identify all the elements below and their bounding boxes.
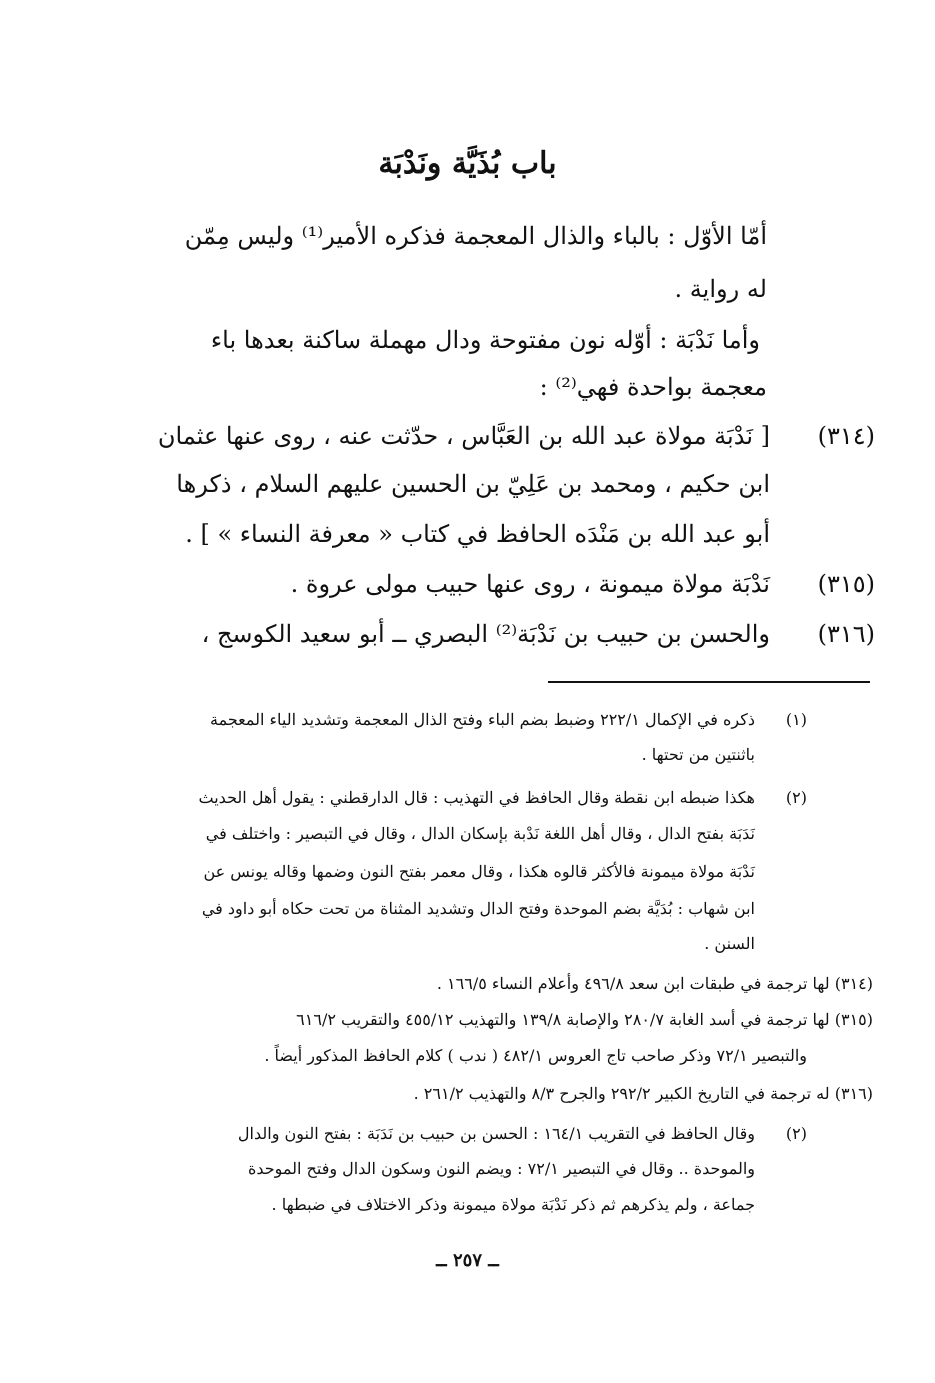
chapter-heading: باب بُذَيَّة ونَدْبَة xyxy=(378,146,557,181)
intro-line: معجمة بواحدة فهي⁽²⁾ : xyxy=(539,373,767,401)
footnote-line: نَدَبَة بفتح الدال ، وقال أهل اللغة نَدْبة بإسكان الدال ، وقال في التبصير : واختلف في xyxy=(205,824,755,843)
footnote-line: هكذا ضبطه ابن نقطة وقال الحافظ في التهذيب : قال الدارقطني : يقول أهل الحديث xyxy=(198,788,755,807)
footnote-line: السنن . xyxy=(704,934,755,953)
entry-line: والحسن بن حبيب بن نَدْبَة⁽²⁾ البصري ــ أبو سعيد الكوسج ، xyxy=(201,620,770,648)
entry-line: [ نَدْبَة مولاة عبد الله بن العَبَّاس ، حدّثت عنه ، روى عنها عثمان xyxy=(157,422,770,450)
footnote-number: (٢) xyxy=(785,788,807,807)
footnote-line: والتبصير ٧٢/١ وذكر صاحب تاج العروس ٤٨٢/١ ( ندب ) كلام الحافظ المذكور أيضاً . xyxy=(264,1046,807,1065)
entry-number: (٣١٦) xyxy=(817,620,875,648)
footnote-line: نَدْبَة مولاة ميمونة فالأكثر قالوه هكذا ، وقال معمر بفتح النون وضمها وقاله يونس عن xyxy=(203,862,755,881)
page-number: ــ ٢٥٧ ــ xyxy=(436,1250,499,1271)
footnote-line: وقال الحافظ في التقريب ١٦٤/١ : الحسن بن حبيب بن نَدَبَة : بفتح النون والدال xyxy=(237,1124,755,1143)
footnote-line: (٣١٥) لها ترجمة في أسد الغابة ٢٨٠/٧ والإصابة ١٣٩/٨ والتهذيب ٤٥٥/١٢ والتقريب ٦١٦/٢ xyxy=(296,1010,873,1029)
footnote-314: (٣١٤) لها ترجمة في طبقات ابن سعد ٤٩٦/٨ وأعلام النساء ١٦٦/٥ . xyxy=(436,974,873,993)
entry-line: نَدْبَة مولاة ميمونة ، روى عنها حبيب مولى عروة . xyxy=(290,570,770,598)
footnote-line: ذكره في الإكمال ٢٢٢/١ وضبط بضم الباء وفتح الذال المعجمة وتشديد الياء المعجمة xyxy=(210,710,755,729)
footnote-line: جماعة ، ولم يذكرهم ثم ذكر نَدْبَة مولاة ميمونة وذكر الاختلاف في ضبطها . xyxy=(271,1195,755,1214)
footnote-line: والموحدة .. وقال في التبصير ٧٢/١ : ويضم النون وسكون الدال وفتح الموحدة xyxy=(247,1159,755,1178)
intro-line: له رواية . xyxy=(674,275,767,303)
entry-line: ابن حكيم ، ومحمد بن عَلِيّ بن الحسين عليهم السلام ، ذكرها xyxy=(176,470,770,498)
intro-line: أمّا الأوّل : بالباء والذال المعجمة فذكره الأمير⁽¹⁾ وليس مِمّن xyxy=(184,222,767,250)
intro-line: وأما نَدْبَة : أوّله نون مفتوحة ودال مهملة ساكنة بعدها باء xyxy=(210,326,760,354)
footnote-316: (٣١٦) له ترجمة في التاريخ الكبير ٢٩٢/٢ والجرح ٨/٣ والتهذيب ٢٦١/٢ . xyxy=(413,1084,873,1103)
entry-number: (٣١٤) xyxy=(817,422,875,450)
footnote-separator xyxy=(548,681,870,683)
entry-number: (٣١٥) xyxy=(817,570,875,598)
footnote-number: (٢) xyxy=(785,1124,807,1143)
footnote-line: ابن شهاب : بُدَيَّة بضم الموحدة وفتح الدال وتشديد المثناة من تحت حكاه أبو داود في xyxy=(201,899,755,918)
entry-line: أبو عبد الله بن مَنْدَه الحافظ في كتاب « معرفة النساء » ] . xyxy=(185,520,770,548)
footnote-line: باثنتين من تحتها . xyxy=(641,745,755,764)
footnote-number: (١) xyxy=(785,710,807,729)
